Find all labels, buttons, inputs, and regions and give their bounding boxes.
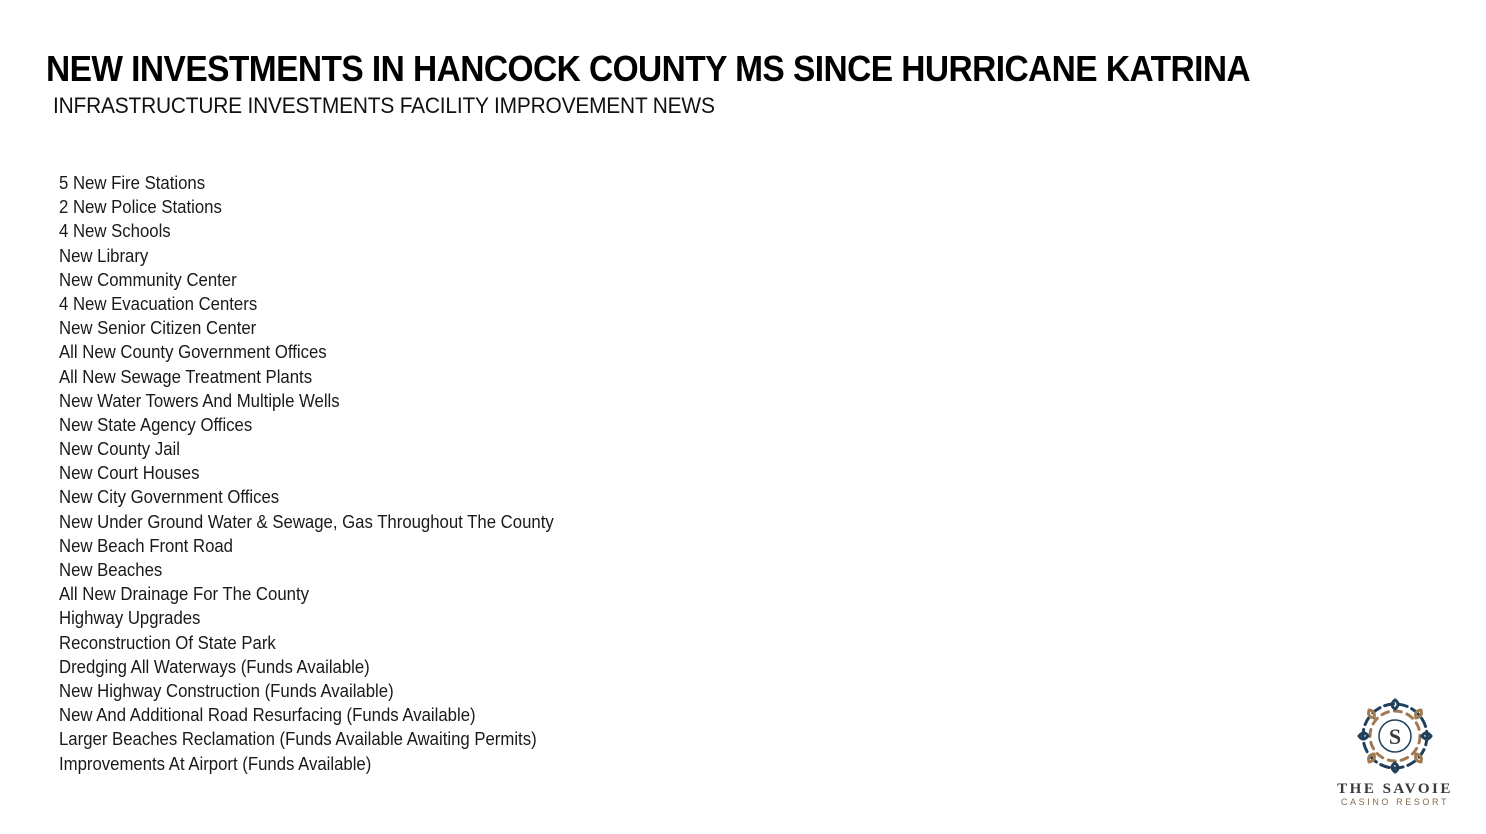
list-item: Reconstruction Of State Park xyxy=(59,632,276,653)
list-item: New Highway Construction (Funds Available) xyxy=(59,680,394,701)
logo-tagline: CASINO RESORT xyxy=(1340,797,1450,807)
list-item: New Court Houses xyxy=(59,463,200,484)
savoie-emblem-icon xyxy=(1355,696,1435,776)
list-item: New Water Towers And Multiple Wells xyxy=(59,390,340,411)
list-item: New Community Center xyxy=(59,269,237,290)
list-item: New City Government Offices xyxy=(59,487,280,508)
list-item: All New Drainage For The County xyxy=(59,584,309,605)
list-item: New Beach Front Road xyxy=(59,535,233,556)
list-item: New Beaches xyxy=(59,560,163,580)
list-item: All New County Government Offices xyxy=(59,342,327,363)
list-item: Larger Beaches Reclamation (Funds Available Awaiting Permits) xyxy=(59,729,537,750)
list-item: All New Sewage Treatment Plants xyxy=(59,366,313,387)
list-item: 4 New Evacuation Centers xyxy=(59,293,258,314)
list-item: New Senior Citizen Center xyxy=(59,318,257,339)
emblem-monogram: S xyxy=(1388,724,1402,749)
list-item: 4 New Schools xyxy=(59,221,171,242)
savoie-logo xyxy=(1330,696,1460,814)
investment-list xyxy=(59,171,591,776)
list-item: 2 New Police Stations xyxy=(59,197,222,218)
list-item: 5 New Fire Stations xyxy=(59,173,206,193)
logo-name: THE SAVOIE xyxy=(1337,781,1453,797)
list-item: New County Jail xyxy=(59,439,180,460)
page-title: NEW INVESTMENTS IN HANCOCK COUNTY MS SINCE HURRICANE KATRINA xyxy=(46,48,1251,89)
list-item: New Under Ground Water & Sewage, Gas Throughout The County xyxy=(59,511,554,532)
list-item: New Library xyxy=(59,245,149,266)
list-item: Dredging All Waterways (Funds Available) xyxy=(59,656,370,677)
list-item: Highway Upgrades xyxy=(59,608,201,629)
list-item: Improvements At Airport (Funds Available) xyxy=(59,753,372,774)
list-item: New And Additional Road Resurfacing (Funds Available) xyxy=(59,705,476,726)
list-item: New State Agency Offices xyxy=(59,414,253,435)
page-subtitle: INFRASTRUCTURE INVESTMENTS FACILITY IMPROVEMENT NEWS xyxy=(53,93,715,118)
